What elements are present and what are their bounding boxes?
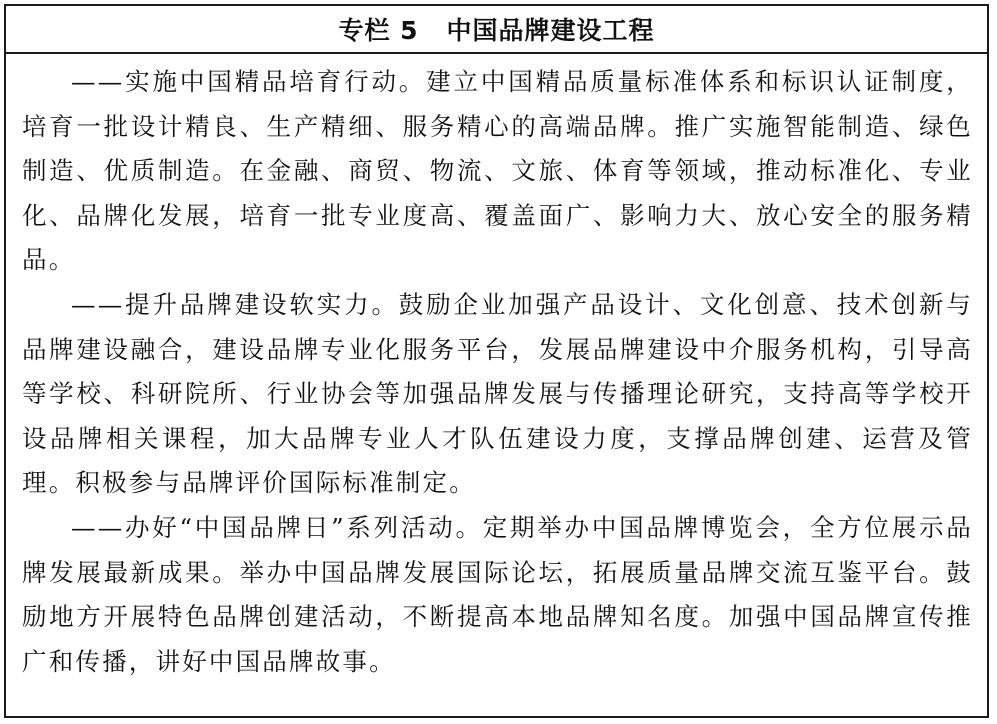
- paragraph-quality-brands: ——实施中国精品培育行动。建立中国精品质量标准体系和标识认证制度，培育一批设计精良、生产精细、服务精心的高端品牌。推广实施智能制造、绿色制造、优质制造。在金融、商贸、物流、文旅、体育等领域，推动标准化、专业化、品牌化发展，培育一批专业度高、覆盖面广、影响力大、放心安全的服务精品。: [22, 67, 973, 275]
- column-header: [6, 6, 987, 54]
- column-box: [4, 4, 989, 718]
- paragraph-soft-power: ——提升品牌建设软实力。鼓励企业加强产品设计、文化创意、技术创新与品牌建设融合，建设品牌专业化服务平台，发展品牌建设中介服务机构，引导高等学校、科研院所、行业协会等加强品牌发展与传播理论研究，支持高等学校开设品牌相关课程，加大品牌专业人才队伍建设力度，支撑品牌创建、运营及管理。积极参与品牌评价国际标准制定。: [22, 289, 973, 498]
- column-label: 专栏 5: [338, 16, 419, 45]
- column-body: [6, 54, 987, 684]
- paragraph-brand-day: ——办好“中国品牌日”系列活动。定期举办中国品牌博览会，全方位展示品牌发展最新成果。举办中国品牌发展国际论坛，拓展质量品牌交流互鉴平台。鼓励地方开展特色品牌创建活动，不断提高本地品牌知名度。加强中国品牌宣传推广和传播，讲好中国品牌故事。: [22, 512, 973, 676]
- column-title: 中国品牌建设工程: [446, 16, 655, 45]
